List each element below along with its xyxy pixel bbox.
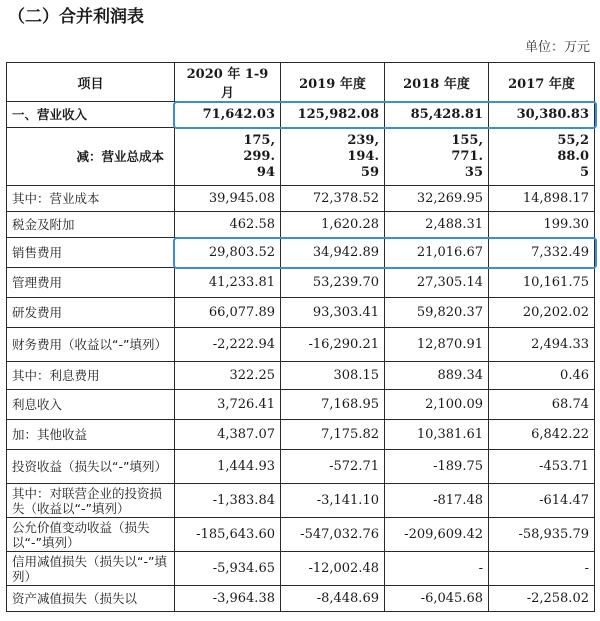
row-value: 21,016.67 [385,238,489,268]
row-value: 4,387.07 [175,420,281,450]
row-value: -2,258.02 [489,586,595,612]
statement-title: （二）合并利润表 [8,7,144,27]
row-value: 7,332.49 [489,238,595,268]
table-row [7,128,595,186]
row-value: 72,378.52 [281,186,385,212]
table-row [7,484,595,518]
row-value: -3,141.10 [281,484,385,518]
row-value: 30,380.83 [489,102,595,128]
row-value: 93,303.41 [281,298,385,328]
table-row [7,390,595,420]
table-row [7,298,595,328]
table-header-row [7,63,595,102]
row-label: 信用减值损失（损失以“-”填列） [7,552,175,586]
row-value: -6,045.68 [385,586,489,612]
row-value: -12,002.48 [281,552,385,586]
row-value: -614.47 [489,484,595,518]
header-2020q3: 2020 年 1-9 月 [175,63,281,102]
header-2019: 2019 年度 [281,63,385,102]
row-value: 1,444.93 [175,450,281,484]
row-value: 155, 771. 35 [385,128,489,186]
row-value: 1,620.28 [281,212,385,238]
row-value: 20,202.02 [489,298,595,328]
row-value: -209,609.42 [385,518,489,552]
row-label: 公允价值变动收益（损失以“-”填列） [7,518,175,552]
row-value: 12,870.91 [385,328,489,362]
row-value: -8,448.69 [281,586,385,612]
row-value: -3,964.38 [175,586,281,612]
row-label: 销售费用 [7,238,175,268]
row-label: 资产减值损失（损失以 [7,586,175,612]
row-value: -817.48 [385,484,489,518]
unit-label: 单位：万元 [524,40,590,55]
row-value: 3,726.41 [175,390,281,420]
row-value: -185,643.60 [175,518,281,552]
row-value: 2,494.33 [489,328,595,362]
row-label: 财务费用（收益以“-”填列） [7,328,175,362]
row-value: -5,934.65 [175,552,281,586]
table-row [7,552,595,586]
table-row [7,362,595,390]
row-value: 10,381.61 [385,420,489,450]
row-value: 66,077.89 [175,298,281,328]
row-label: 投资收益（损失以“-”填列） [7,450,175,484]
row-value: 6,842.22 [489,420,595,450]
table-row [7,238,595,268]
row-value: 10,161.75 [489,268,595,298]
row-value: 2,100.09 [385,390,489,420]
row-value: 41,233.81 [175,268,281,298]
row-label: 其中：营业成本 [7,186,175,212]
row-value: 14,898.17 [489,186,595,212]
row-value: 0.46 [489,362,595,390]
row-value: 322.25 [175,362,281,390]
table-row [7,450,595,484]
row-value: 59,820.37 [385,298,489,328]
row-value: 2,488.31 [385,212,489,238]
row-value: -1,383.84 [175,484,281,518]
table-row [7,186,595,212]
row-value: 175, 299. 94 [175,128,281,186]
row-value: 55,2 88.0 5 [489,128,595,186]
row-value: 199.30 [489,212,595,238]
row-label: 管理费用 [7,268,175,298]
row-value: 39,945.08 [175,186,281,212]
row-value: 32,269.95 [385,186,489,212]
row-label: 利息收入 [7,390,175,420]
header-item: 项目 [7,63,175,102]
row-value: -453.71 [489,450,595,484]
row-value: 29,803.52 [175,238,281,268]
row-value: -16,290.21 [281,328,385,362]
table-row [7,586,595,612]
row-label: 其中：利息费用 [7,362,175,390]
row-value: -547,032.76 [281,518,385,552]
row-value: 308.15 [281,362,385,390]
income-statement-table [6,62,595,612]
row-value: 27,305.14 [385,268,489,298]
row-label: 减：营业总成本 [7,128,175,186]
row-label: 税金及附加 [7,212,175,238]
row-value: 7,168.95 [281,390,385,420]
row-value: 85,428.81 [385,102,489,128]
row-value: 68.74 [489,390,595,420]
row-label: 其中：对联营企业的投资损失（收益以“-”填列） [7,484,175,518]
table-row [7,212,595,238]
table-row [7,420,595,450]
row-value: -572.71 [281,450,385,484]
row-value: 239, 194. 59 [281,128,385,186]
row-value: 53,239.70 [281,268,385,298]
row-value: 125,982.08 [281,102,385,128]
row-value: 71,642.03 [175,102,281,128]
row-value: -58,935.79 [489,518,595,552]
row-value: 889.34 [385,362,489,390]
table-row [7,102,595,128]
row-label: 加：其他收益 [7,420,175,450]
row-value: 462.58 [175,212,281,238]
row-value: - [489,552,595,586]
row-label: 一、营业收入 [7,102,175,128]
row-value: - [385,552,489,586]
row-label: 研发费用 [7,298,175,328]
table-row [7,518,595,552]
header-2018: 2018 年度 [385,63,489,102]
row-value: -2,222.94 [175,328,281,362]
row-value: -189.75 [385,450,489,484]
header-2017: 2017 年度 [489,63,595,102]
row-value: 34,942.89 [281,238,385,268]
table-row [7,328,595,362]
row-value: 7,175.82 [281,420,385,450]
table-row [7,268,595,298]
